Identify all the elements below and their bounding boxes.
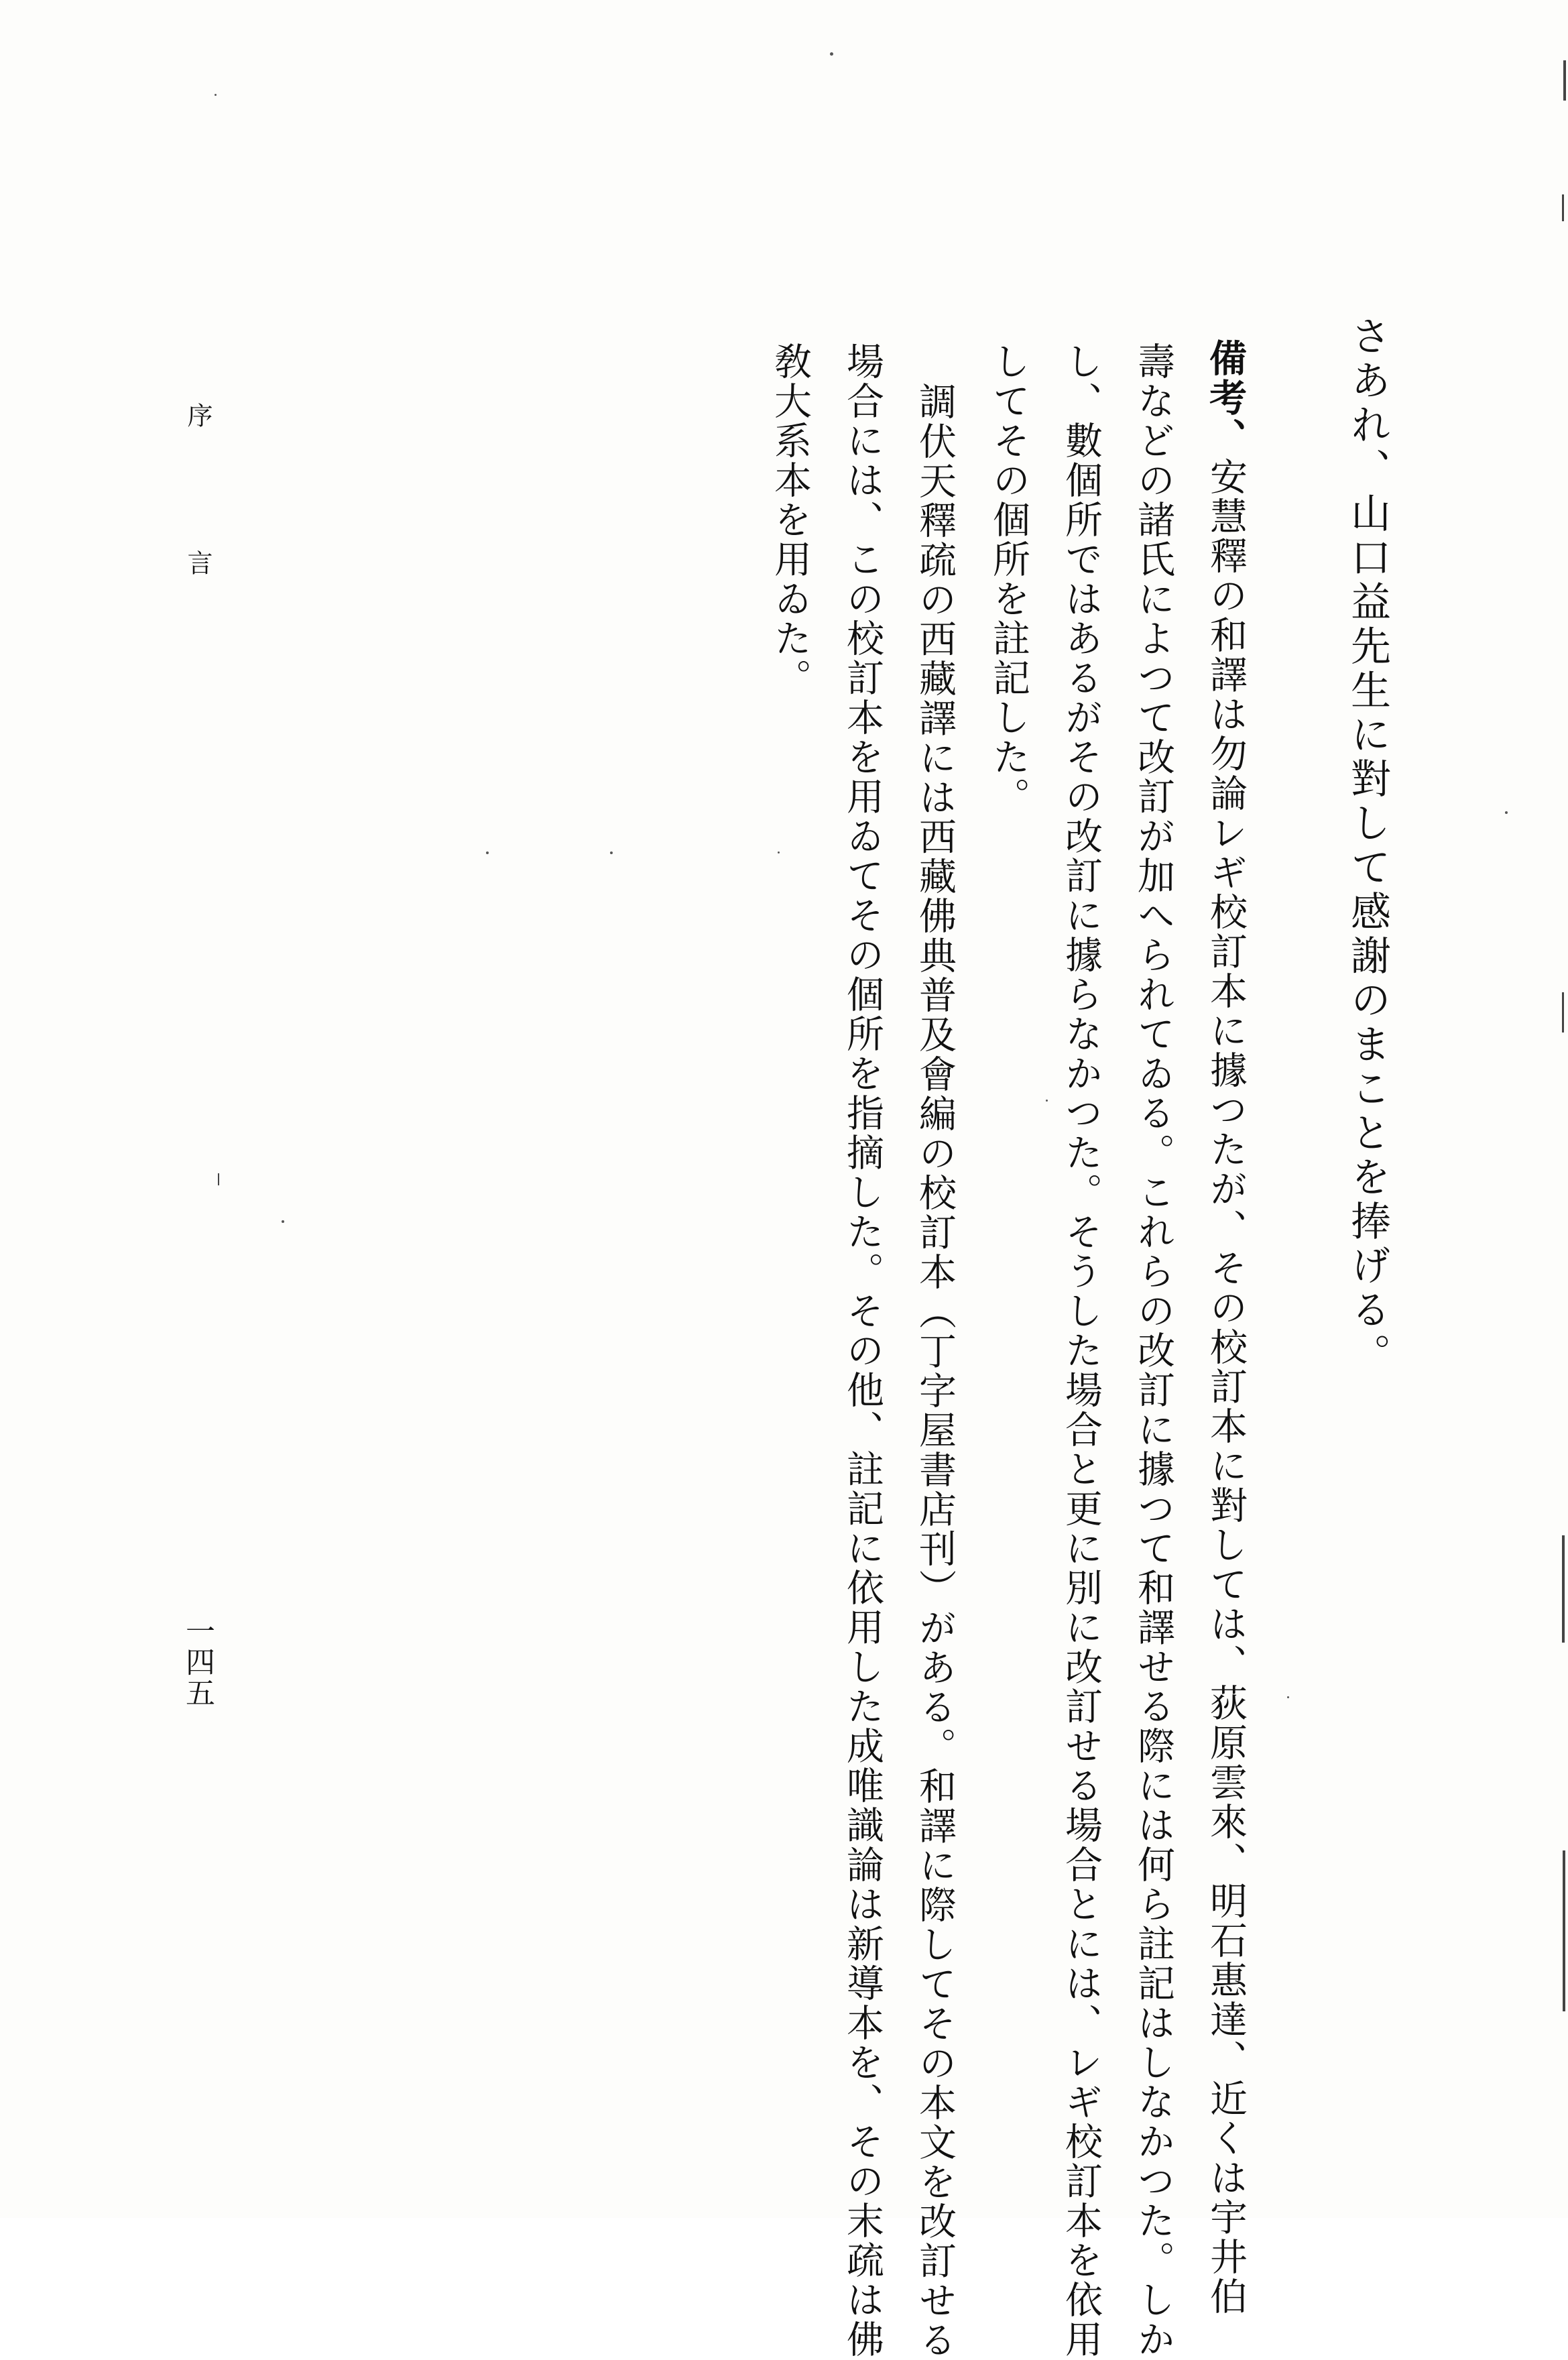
scan-edge-mark bbox=[1562, 1535, 1565, 1643]
running-head-char-2 bbox=[183, 550, 213, 575]
text-column-6 bbox=[913, 382, 957, 2360]
scan-edge-mark bbox=[218, 1173, 219, 1185]
column-3-text: 壽などの諸氏によつて改訂が加へられてゐる。これらの改訂に據つて和譯せる際には何ら註記はしなかつた。しか bbox=[1132, 342, 1175, 2359]
scan-edge-mark bbox=[1562, 194, 1564, 221]
text-column-4 bbox=[1059, 342, 1103, 2359]
column-2-text: 安慧釋の和譯は勿論レギ校訂本に據つたが、その校訂本に對しては、荻原雲來、明石惠達、近くは宇井伯 bbox=[1204, 457, 1248, 2316]
scan-speck bbox=[1287, 1696, 1289, 1698]
column-5-text: してその個所を註記した。 bbox=[987, 342, 1030, 817]
page-number-text: 一四五 bbox=[180, 1616, 215, 1708]
text-column-2 bbox=[1203, 339, 1248, 2316]
scan-speck bbox=[282, 1220, 284, 1223]
scan-speck bbox=[215, 94, 217, 96]
text-column-5 bbox=[987, 342, 1030, 817]
note-heading: 備考、 bbox=[1203, 339, 1248, 457]
scan-edge-mark bbox=[1563, 1850, 1565, 2011]
text-column-8 bbox=[768, 342, 812, 698]
text-column-7 bbox=[841, 342, 884, 2359]
scan-edge-mark bbox=[1563, 60, 1566, 101]
running-head-second: 言 bbox=[183, 550, 213, 575]
column-1-text: さあれ、山口益先生に對して感謝のまことを捧げる。 bbox=[1344, 315, 1391, 1377]
scan-speck bbox=[830, 52, 833, 56]
text-column-3 bbox=[1132, 342, 1175, 2359]
scan-speck bbox=[610, 851, 613, 854]
scan-speck bbox=[1046, 1100, 1048, 1102]
column-6-text: 調伏天釋疏の西藏譯には西藏佛典普及會編の校訂本（丁字屋書店刊）がある。和譯に際してその本文を改訂せる bbox=[913, 382, 957, 2360]
scan-speck bbox=[778, 851, 780, 853]
column-4-text: し、數個所ではあるがその改訂に據らなかつた。そうした場合と更に別に改訂せる場合とには、レギ校訂本を依用 bbox=[1059, 342, 1103, 2359]
column-7-text: 場合には、この校訂本を用ゐてその個所を指摘した。その他、註記に依用した成唯識論は新導本を、その末疏は佛 bbox=[841, 342, 884, 2359]
page-number bbox=[180, 1616, 215, 1708]
column-8-text: 敎大系本を用ゐた。 bbox=[768, 342, 812, 698]
running-head-first: 序 bbox=[183, 402, 213, 428]
text-column-1 bbox=[1344, 315, 1391, 1377]
scan-speck bbox=[486, 851, 489, 854]
scan-speck bbox=[1505, 811, 1508, 814]
running-head-char-1 bbox=[183, 402, 213, 428]
scan-edge-mark bbox=[1562, 992, 1564, 1032]
